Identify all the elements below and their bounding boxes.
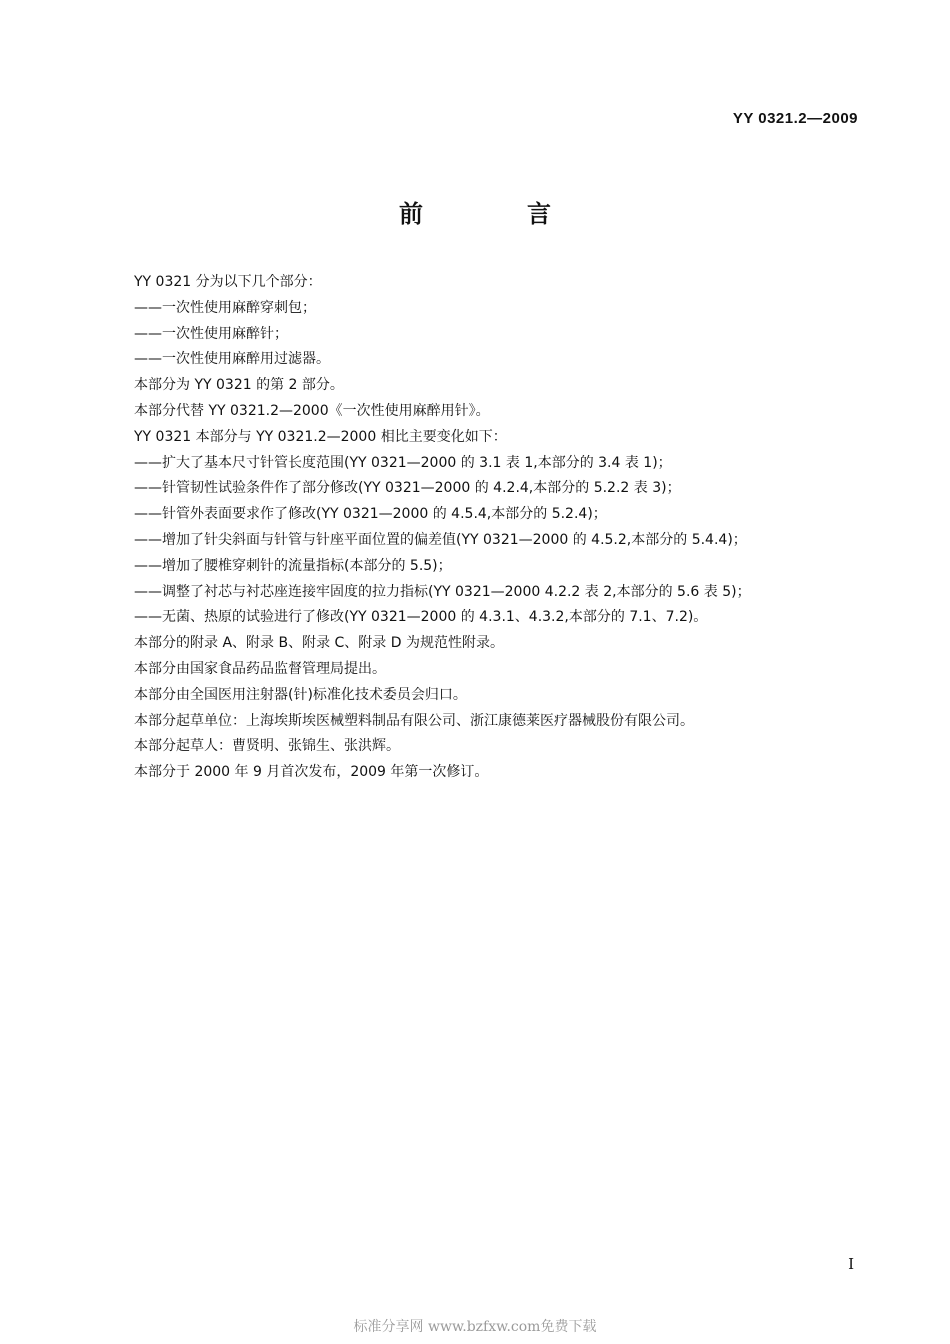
page-title: 前 言 [399,200,591,228]
paragraph: 本部分的附录 A、附录 B、附录 C、附录 D 为规范性附录。 [134,635,504,652]
paragraph: 本部分起草单位：上海埃斯埃医械塑料制品有限公司、浙江康德莱医疗器械股份有限公司。 [134,712,694,729]
page-number: I [848,1255,854,1273]
paragraph: 本部分由全国医用注射器(针)标准化技术委员会归口。 [134,686,467,703]
paragraph: 本部分起草人：曹贤明、张锦生、张洪辉。 [134,738,400,755]
foreword-body [134,270,864,786]
change-item: ——针管韧性试验条件作了部分修改(YY 0321—2000 的 4.2.4,本部分的 5.2.2 表 3)； [134,480,681,497]
paragraph: 本部分由国家食品药品监督管理局提出。 [134,660,386,677]
paragraph: YY 0321 分为以下几个部分： [134,274,322,290]
change-item: ——增加了针尖斜面与针管与针座平面位置的偏差值(YY 0321—2000 的 4.5.2,本部分的 5.4.4)； [134,531,747,548]
paragraph: 本部分于 2000 年 9 月首次发布，2009 年第一次修订。 [134,764,489,781]
change-item: ——扩大了基本尺寸针管长度范围(YY 0321—2000 的 3.1 表 1,本部分的 3.4 表 1)； [134,454,672,471]
paragraph: 本部分代替 YY 0321.2—2000《一次性使用麻醉用针》。 [134,402,490,419]
list-item: ——一次性使用麻醉针； [134,325,288,342]
change-item: ——调整了衬芯与衬芯座连接牢固度的拉力指标(YY 0321—2000 4.2.2 表 2,本部分的 5.6 表 5)； [134,583,751,600]
list-item: ——一次性使用麻醉用过滤器。 [134,351,330,368]
watermark: 标准分享网 www.bzfxw.com免费下载 [353,1319,597,1335]
list-item: ——一次性使用麻醉穿刺包； [134,299,316,316]
standard-code: YY 0321.2—2009 [732,110,858,127]
change-item: ——增加了腰椎穿刺针的流量指标(本部分的 5.5)； [134,557,452,574]
paragraph: 本部分为 YY 0321 的第 2 部分。 [134,377,344,394]
change-item: ——无菌、热原的试验进行了修改(YY 0321—2000 的 4.3.1、4.3.2,本部分的 7.1、7.2)。 [134,609,708,626]
paragraph: YY 0321 本部分与 YY 0321.2—2000 相比主要变化如下： [134,428,507,445]
change-item: ——针管外表面要求作了修改(YY 0321—2000 的 4.5.4,本部分的 5.2.4)； [134,506,607,523]
